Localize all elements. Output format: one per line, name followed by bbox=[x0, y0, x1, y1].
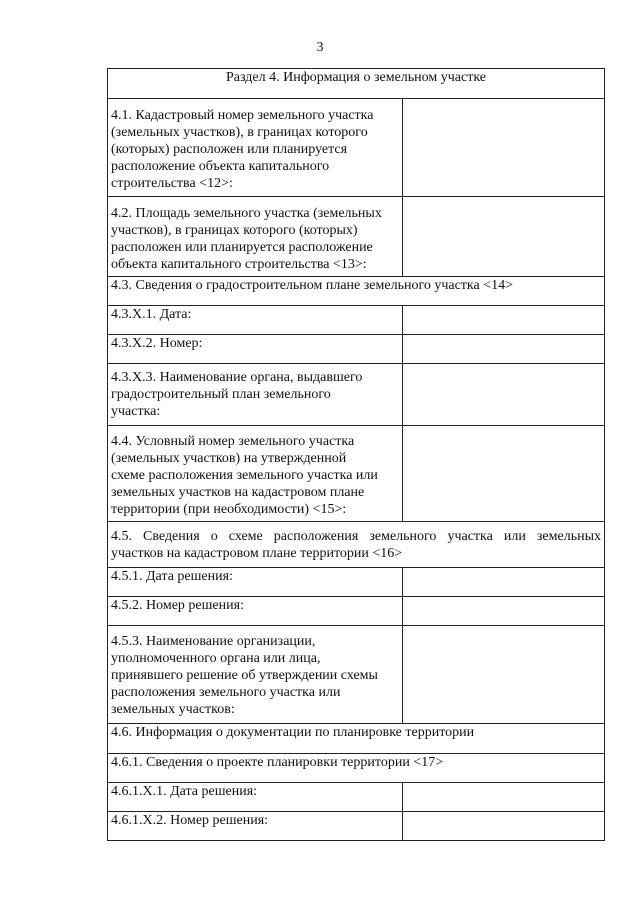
field-label-plot-area bbox=[108, 197, 403, 277]
label-line: расположения земельного участка или bbox=[111, 685, 341, 700]
table-row bbox=[108, 364, 605, 426]
field-label-gpzu-date: 4.3.Х.1. Дата: bbox=[108, 306, 403, 335]
label-line: расположен или планируется расположение bbox=[111, 240, 373, 255]
table-row bbox=[108, 626, 605, 724]
section-title: Раздел 4. Информация о земельном участке bbox=[108, 69, 605, 99]
field-label-decision-date: 4.5.1. Дата решения: bbox=[108, 568, 403, 597]
label-line: земельных участков на кадастровом плане bbox=[111, 485, 365, 500]
field-value-cadastral-number[interactable] bbox=[403, 99, 605, 197]
field-label-project-decision-number: 4.6.1.Х.2. Номер решения: bbox=[108, 812, 403, 841]
label-line: (которых) расположен или планируется bbox=[111, 142, 348, 157]
table-row bbox=[108, 812, 605, 841]
table-row bbox=[108, 99, 605, 197]
label-line: 4.1. Кадастровый номер земельного участка bbox=[111, 108, 374, 123]
field-label-gpzu-issuer bbox=[108, 364, 403, 426]
label-line: участков на кадастровом плане территории <16> bbox=[111, 546, 403, 561]
label-line: территории (при необходимости) <15>: bbox=[111, 502, 347, 517]
table-row bbox=[108, 426, 605, 522]
label-line: 4.5. Сведения о схеме расположения земельного участка или земельных bbox=[111, 529, 601, 544]
label-line: расположение объекта капитального bbox=[111, 159, 330, 174]
label-line: 4.5.3. Наименование организации, bbox=[111, 634, 316, 649]
table-row bbox=[108, 597, 605, 626]
table-row bbox=[108, 335, 605, 364]
table-row bbox=[108, 724, 605, 754]
field-value-decision-authority[interactable] bbox=[403, 626, 605, 724]
table-row bbox=[108, 522, 605, 568]
subsection-planning-project: 4.6.1. Сведения о проекте планировки территории <17> bbox=[108, 754, 605, 783]
label-line: 4.4. Условный номер земельного участка bbox=[111, 434, 355, 449]
field-label-conditional-number bbox=[108, 426, 403, 522]
field-value-plot-area[interactable] bbox=[403, 197, 605, 277]
label-line: 4.2. Площадь земельного участка (земельных bbox=[111, 206, 382, 221]
label-line: уполномоченного органа или лица, bbox=[111, 651, 321, 666]
subsection-gpzu: 4.3. Сведения о градостроительном плане земельного участка <14> bbox=[108, 277, 605, 306]
field-value-gpzu-number[interactable] bbox=[403, 335, 605, 364]
field-value-gpzu-issuer[interactable] bbox=[403, 364, 605, 426]
table-row bbox=[108, 754, 605, 783]
field-value-project-decision-date[interactable] bbox=[403, 783, 605, 812]
land-plot-info-table bbox=[107, 68, 605, 841]
label-line: объекта капитального строительства <13>: bbox=[111, 257, 367, 272]
table-row bbox=[108, 306, 605, 335]
field-label-decision-authority bbox=[108, 626, 403, 724]
label-line: строительства <12>: bbox=[111, 176, 233, 191]
table-row bbox=[108, 568, 605, 597]
field-label-decision-number: 4.5.2. Номер решения: bbox=[108, 597, 403, 626]
label-line: участка: bbox=[111, 404, 161, 419]
label-line: (земельных участков), в границах которого bbox=[111, 125, 368, 140]
page-number: 3 bbox=[316, 40, 324, 55]
subsection-layout-scheme bbox=[108, 522, 605, 568]
label-line: принявшего решение об утверждении схемы bbox=[111, 668, 378, 683]
field-label-cadastral-number bbox=[108, 99, 403, 197]
field-value-decision-date[interactable] bbox=[403, 568, 605, 597]
label-line: участков), в границах которого (которых) bbox=[111, 223, 358, 238]
field-value-conditional-number[interactable] bbox=[403, 426, 605, 522]
field-label-gpzu-number: 4.3.Х.2. Номер: bbox=[108, 335, 403, 364]
field-value-gpzu-date[interactable] bbox=[403, 306, 605, 335]
table-row bbox=[108, 783, 605, 812]
label-line: (земельных участков) на утвержденной bbox=[111, 451, 347, 466]
field-value-project-decision-number[interactable] bbox=[403, 812, 605, 841]
field-label-project-decision-date: 4.6.1.Х.1. Дата решения: bbox=[108, 783, 403, 812]
label-line: схеме расположения земельного участка или bbox=[111, 468, 378, 483]
label-line: земельных участков: bbox=[111, 702, 235, 717]
table-row bbox=[108, 277, 605, 306]
table-row bbox=[108, 197, 605, 277]
label-line: 4.3.Х.3. Наименование органа, выдавшего bbox=[111, 370, 363, 385]
field-value-decision-number[interactable] bbox=[403, 597, 605, 626]
section-header-row bbox=[108, 69, 605, 99]
subsection-planning-docs: 4.6. Информация о документации по планировке территории bbox=[108, 724, 605, 754]
label-line: градостроительный план земельного bbox=[111, 387, 331, 402]
